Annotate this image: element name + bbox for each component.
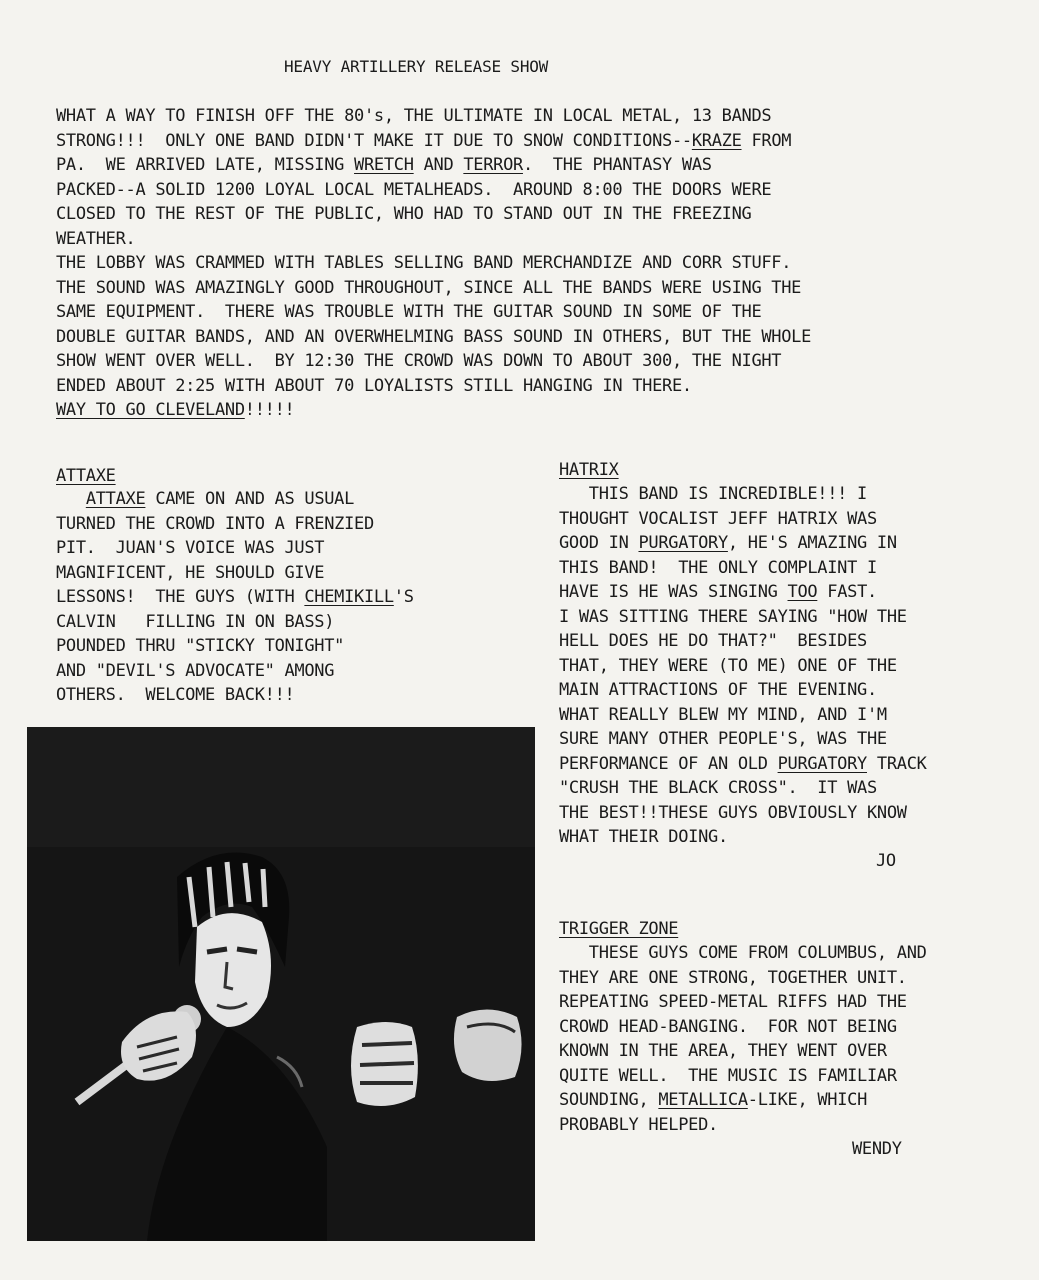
band-photo [27,727,535,1241]
intro-line: WAY TO GO CLEVELAND!!!!! [56,400,295,420]
trigger-zone-line: SOUNDING, METALLICA-LIKE, WHICH [559,1090,867,1110]
attaxe-line: POUNDED THRU "STICKY TONIGHT" [56,636,345,656]
hatrix-line: THIS BAND! THE ONLY COMPLAINT I [559,557,877,578]
intro-line: WEATHER. [56,228,136,249]
hatrix-line: WHAT THEIR DOING. [559,827,728,847]
singer-silhouette [27,727,535,1241]
intro-line: SAME EQUIPMENT. THERE WAS TROUBLE WITH THE GUITAR SOUND IN SOME OF THE [56,302,762,322]
hatrix-signature: JO [876,851,896,871]
page-title: HEAVY ARTILLERY RELEASE SHOW [284,57,549,76]
hatrix-line: THIS BAND IS INCREDIBLE!!! I [559,484,867,504]
attaxe-line: PIT. JUAN'S VOICE WAS JUST [56,538,325,558]
hatrix-line: THE BEST!!THESE GUYS OBVIOUSLY KNOW [559,802,907,823]
intro-line: THE LOBBY WAS CRAMMED WITH TABLES SELLING BAND MERCHANDIZE AND CORR STUFF. [56,253,792,273]
trigger-zone-line: KNOWN IN THE AREA, THEY WENT OVER [559,1041,887,1061]
hatrix-line: "CRUSH THE BLACK CROSS". IT WAS [559,778,877,798]
intro-line: SHOW WENT OVER WELL. BY 12:30 THE CROWD WAS DOWN TO ABOUT 300, THE NIGHT [56,351,782,371]
trigger-zone-heading: TRIGGER ZONE [559,919,679,939]
trigger-zone-line: CROWD HEAD-BANGING. FOR NOT BEING [559,1016,897,1037]
hatrix-line: WHAT REALLY BLEW MY MIND, AND I'M [559,704,887,725]
hatrix-line: PERFORMANCE OF AN OLD PURGATORY TRACK [559,753,927,774]
trigger-zone-line: THESE GUYS COME FROM COLUMBUS, AND [559,943,927,963]
attaxe-line: AND "DEVIL'S ADVOCATE" AMONG [56,660,335,681]
trigger-zone-line: QUITE WELL. THE MUSIC IS FAMILIAR [559,1065,897,1086]
trigger-zone-line: THEY ARE ONE STRONG, TOGETHER UNIT. [559,967,907,988]
intro-line: PA. WE ARRIVED LATE, MISSING WRETCH AND TERROR. THE PHANTASY WAS [56,155,712,175]
intro-line: THE SOUND WAS AMAZINGLY GOOD THROUGHOUT, SINCE ALL THE BANDS WERE USING THE [56,277,802,298]
intro-line: ENDED ABOUT 2:25 WITH ABOUT 70 LOYALISTS STILL HANGING IN THERE. [56,375,692,396]
attaxe-heading: ATTAXE [56,466,116,486]
hatrix-line: THAT, THEY WERE (TO ME) ONE OF THE [559,655,897,676]
intro-line: CLOSED TO THE REST OF THE PUBLIC, WHO HAD TO STAND OUT IN THE FREEZING [56,204,752,224]
hatrix-line: HELL DOES HE DO THAT?" BESIDES [559,631,867,651]
intro-line: PACKED--A SOLID 1200 LOYAL LOCAL METALHEADS. AROUND 8:00 THE DOORS WERE [56,179,772,200]
trigger-zone-signature: WENDY [852,1139,902,1159]
attaxe-line: OTHERS. WELCOME BACK!!! [56,685,295,705]
attaxe-line: LESSONS! THE GUYS (WITH CHEMIKILL'S [56,587,414,607]
hatrix-line: HAVE IS HE WAS SINGING TOO FAST. [559,582,877,602]
attaxe-line: CALVIN FILLING IN ON BASS) [56,611,335,632]
trigger-zone-line: PROBABLY HELPED. [559,1114,718,1135]
intro-line: DOUBLE GUITAR BANDS, AND AN OVERWHELMING BASS SOUND IN OTHERS, BUT THE WHOLE [56,326,812,347]
attaxe-line: ATTAXE CAME ON AND AS USUAL [85,489,355,509]
hatrix-line: GOOD IN PURGATORY, HE'S AMAZING IN [559,533,897,553]
hatrix-line: MAIN ATTRACTIONS OF THE EVENING. [559,680,877,700]
hatrix-heading: HATRIX [559,460,619,480]
hatrix-line: I WAS SITTING THERE SAYING "HOW THE [559,606,907,627]
attaxe-line: TURNED THE CROWD INTO A FRENZIED [56,513,374,534]
trigger-zone-line: REPEATING SPEED-METAL RIFFS HAD THE [559,992,907,1012]
intro-line: STRONG!!! ONLY ONE BAND DIDN'T MAKE IT DUE TO SNOW CONDITIONS--KRAZE FROM [56,130,792,151]
intro-line: WHAT A WAY TO FINISH OFF THE 80's, THE ULTIMATE IN LOCAL METAL, 13 BANDS [56,106,772,126]
hatrix-line: THOUGHT VOCALIST JEFF HATRIX WAS [559,508,877,529]
hatrix-line: SURE MANY OTHER PEOPLE'S, WAS THE [559,729,887,749]
attaxe-line: MAGNIFICENT, HE SHOULD GIVE [56,562,325,583]
